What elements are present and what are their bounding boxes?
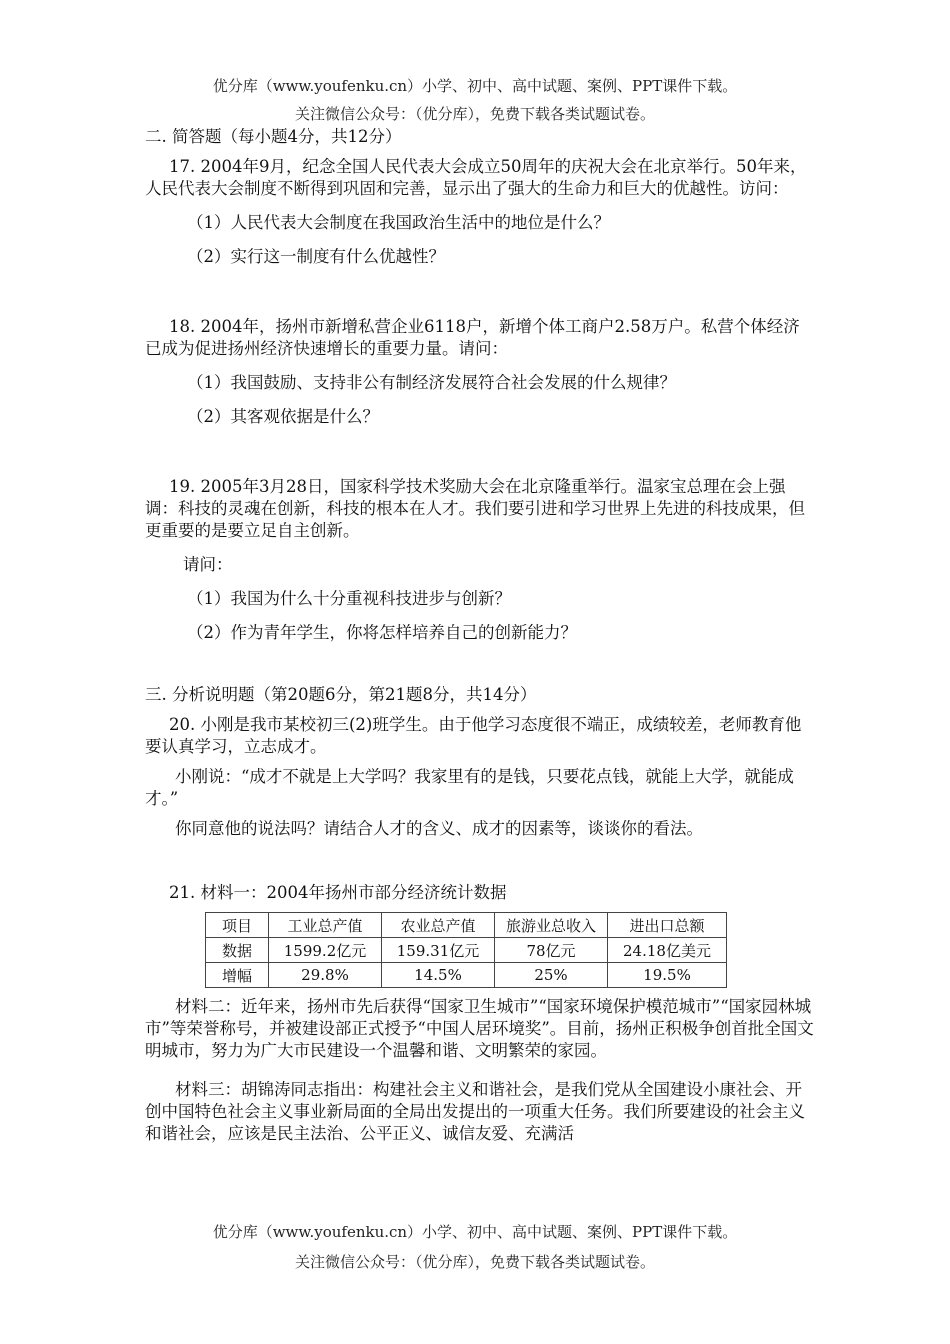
- question-19-sub-2: （2）作为青年学生，你将怎样培养自己的创新能力？: [187, 623, 577, 642]
- table-cell: 数据: [206, 938, 269, 963]
- header-line-2: 关注微信公众号：（优分库），免费下载各类试题试卷。: [294, 105, 655, 123]
- table-cell: 24.18亿美元: [608, 938, 727, 963]
- question-21-stem: 21. 材料一：2004年扬州市部分经济统计数据: [169, 883, 507, 902]
- table-header-cell: 进出口总额: [608, 913, 727, 938]
- answer-space: [145, 644, 815, 684]
- question-20-ask: 你同意他的说法吗？请结合人才的含义、成才的因素等，谈谈你的看法。: [175, 819, 703, 838]
- footer-line-1: 优分库（www.youfenku.cn）小学、初中、高中试题、案例、PPT课件下载。: [212, 1223, 738, 1241]
- question-17-stem: 17. 2004年9月，纪念全国人民代表大会成立50周年的庆祝大会在北京举行。50年来，人民代表大会制度不断得到巩固和完善，显示出了强大的生命力和巨大的优越性。访问：: [145, 157, 807, 198]
- question-20-stem: 20. 小刚是我市某校初三(2)班学生。由于他学习态度很不端正，成绩较差，老师教育他要认真学习，立志成才。: [145, 715, 802, 756]
- table-cell: 19.5%: [608, 963, 727, 988]
- table-header-cell: 项目: [206, 913, 269, 938]
- material-3: 材料三：胡锦涛同志指出：构建社会主义和谐社会，是我们党从全国建设小康社会、开创中国特色社会主义事业新局面的全局出发提出的一项重大任务。我们所要建设的社会主义和谐社会，应该是民主法治、公平正义、诚信友爱、充满活: [145, 1079, 805, 1143]
- table-row: [206, 963, 727, 988]
- table-cell: 25%: [495, 963, 608, 988]
- table-cell: 29.8%: [269, 963, 382, 988]
- answer-space: [145, 840, 815, 874]
- table-header-row: [206, 913, 727, 938]
- question-17-sub-2: （2）实行这一制度有什么优越性？: [187, 247, 445, 266]
- question-17-sub-1: （1）人民代表大会制度在我国政治生活中的地位是什么？: [187, 213, 610, 232]
- answer-space: [145, 268, 815, 308]
- table-row: [206, 938, 727, 963]
- economic-stats-table: [205, 912, 727, 988]
- table-cell: 159.31亿元: [382, 938, 495, 963]
- footer-line-2: 关注微信公众号：（优分库），免费下载各类试题试卷。: [294, 1253, 655, 1271]
- document-body: [145, 126, 815, 1161]
- question-18-sub-2: （2）其客观依据是什么？: [187, 407, 379, 426]
- question-18-sub-1: （1）我国鼓励、支持非公有制经济发展符合社会发展的什么规律？: [187, 373, 676, 392]
- table-header-cell: 农业总产值: [382, 913, 495, 938]
- table-header-cell: 旅游业总收入: [495, 913, 608, 938]
- table-header-cell: 工业总产值: [269, 913, 382, 938]
- answer-space: [145, 428, 815, 468]
- section-2-title: 二. 简答题（每小题4分，共12分）: [145, 127, 402, 146]
- header-line-1: 优分库（www.youfenku.cn）小学、初中、高中试题、案例、PPT课件下载。: [212, 77, 738, 95]
- material-2: 材料二：近年来，扬州市先后获得“国家卫生城市”“国家环境保护模范城市”“国家园林城市”等荣誉称号，并被建设部正式授予“中国人居环境奖”。目前，扬州正积极争创首批全国文明城市，努力为广大市民建设一个温馨和谐、文明繁荣的家园。: [145, 997, 814, 1060]
- table-cell: 78亿元: [495, 938, 608, 963]
- table-cell: 1599.2亿元: [269, 938, 382, 963]
- question-18-stem: 18. 2004年，扬州市新增私营企业6118户，新增个体工商户2.58万户。私营个体经济已成为促进扬州经济快速增长的重要力量。请问：: [145, 317, 800, 358]
- section-3-title: 三. 分析说明题（第20题6分，第21题8分，共14分）: [145, 685, 537, 704]
- table-cell: 增幅: [206, 963, 269, 988]
- question-20-quote: 小刚说：“成才不就是上大学吗？我家里有的是钱，只要花点钱，就能上大学，就能成才。”: [145, 767, 794, 808]
- question-19-sub-1: （1）我国为什么十分重视科技进步与创新？: [187, 589, 511, 608]
- question-19-ask: 请问：: [183, 555, 233, 574]
- table-cell: 14.5%: [382, 963, 495, 988]
- question-19-stem: 19. 2005年3月28日，国家科学技术奖励大会在北京隆重举行。温家宝总理在会上强调：科技的灵魂在创新，科技的根本在人才。我们要引进和学习世界上先进的科技成果，但更重要的是要立足自主创新。: [145, 477, 805, 540]
